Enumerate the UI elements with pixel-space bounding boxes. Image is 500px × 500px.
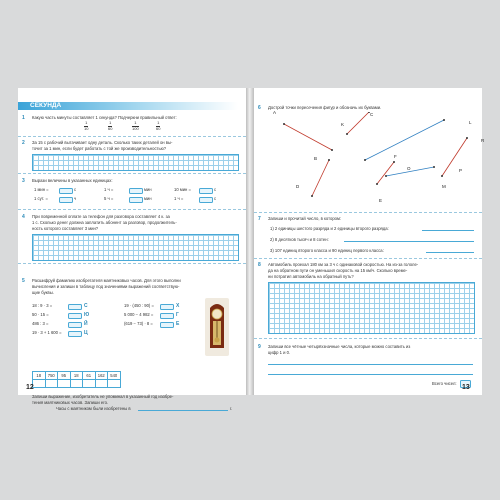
fraction-option[interactable] <box>108 121 112 131</box>
task-6-number: 6 <box>258 105 261 111</box>
task-4-number: 4 <box>22 214 25 220</box>
task-2-line-1: За 15 с рабочий вытачивает одну деталь. Сколько таких деталей он вы- <box>32 140 173 145</box>
divider <box>254 258 482 259</box>
right-page <box>254 88 485 395</box>
left-page <box>18 88 246 411</box>
conversion-unit: с <box>214 196 217 201</box>
conversion-answer-box[interactable] <box>199 188 213 194</box>
conversion-expression: 1 ч = <box>104 187 114 192</box>
table-letter-cell[interactable] <box>95 380 108 388</box>
left-page-number: 12 <box>26 384 34 391</box>
divider <box>18 209 246 210</box>
expression-answer-box[interactable] <box>160 313 174 319</box>
book-gutter <box>246 88 254 395</box>
conversion-unit: мин <box>144 187 152 192</box>
conversion-answer-box[interactable] <box>199 197 213 203</box>
section-title: СЕКУНДА <box>30 102 62 109</box>
answer-line-7-3[interactable] <box>426 252 474 253</box>
task-3-number: 3 <box>22 178 25 184</box>
task-8-line-1: Автомобиль проехал 180 км за 3 ч с одинаковой скоростью. На из-за гололе- <box>268 262 419 267</box>
conversion-expression: 10 мин = <box>174 187 191 192</box>
task-2-number: 2 <box>22 140 25 146</box>
divider <box>18 173 246 174</box>
point-label: O <box>407 166 411 171</box>
expression-answer-box[interactable] <box>160 304 174 310</box>
point-label: P <box>459 168 463 173</box>
expression-answer-box[interactable] <box>160 322 174 328</box>
year-unit: г. <box>230 406 233 411</box>
conversion-expression: 1 ч = <box>174 196 184 201</box>
conversion-expression: 5 ч = <box>104 196 114 201</box>
task-8-line-2: да на обратном пути он уменьшил скорость на 15 км/ч. Сколько време- <box>268 268 408 273</box>
year-answer-line[interactable] <box>138 410 228 411</box>
conversion-expression: 1 сут. = <box>34 196 48 201</box>
task-8-number: 8 <box>258 262 261 268</box>
task-5-line-2: вычисления и запиши в таблицу под значениями выражений соответствую- <box>32 284 180 289</box>
expression-answer-box[interactable] <box>68 304 82 310</box>
answer-line-7-1[interactable] <box>422 230 474 231</box>
point-label: L <box>469 120 472 125</box>
footer-line-2: тения маятниковых часов. Запиши его. <box>32 400 109 405</box>
expression: 50 · 15 = <box>32 312 49 317</box>
total-count-label: Всего чисел: <box>432 381 457 386</box>
task-5-line-1: Расшифруй фамилию изобретателя маятниковых часов. Для этого выполни <box>32 278 181 283</box>
table-letter-cell[interactable] <box>45 380 58 388</box>
right-page-number: 13 <box>462 384 470 391</box>
point-label: R <box>481 138 485 143</box>
expression-letter: Е <box>176 320 180 327</box>
fraction-denominator: 60 <box>108 125 113 131</box>
task-3-text: Вырази величины в указанных единицах: <box>32 178 113 183</box>
table-letter-cell[interactable] <box>58 380 71 388</box>
expression-letter: Х <box>176 302 180 309</box>
fraction-denominator: 100 <box>132 125 139 131</box>
task-4-line-3: ность которого составляет 3 мин? <box>32 226 99 231</box>
task-5-line-3: щие буквы. <box>32 290 54 295</box>
conversion-expression: 1 мин = <box>34 187 49 192</box>
table-value-cell: 18 <box>33 372 46 380</box>
task-4-line-2: 1 с. Сколько денег должна заплатить абонент за разговор, продолжитель- <box>32 220 177 225</box>
geometry-figure <box>274 112 479 212</box>
table-letter-cell[interactable] <box>83 380 96 388</box>
expression: 19 · 3 + 1 600 = <box>32 330 62 335</box>
task-9-line-1: Запиши все чётные четырёхзначные числа, которые можно составить из <box>268 344 411 349</box>
task-7-item-1: 1) 2 единицы шестого разряда и 2 единицы второго разряда: <box>270 226 389 231</box>
expression-answer-box[interactable] <box>68 322 82 328</box>
task-7-item-2: 2) 8 десятков тысяч и 8 сотен: <box>270 237 329 242</box>
expression-letter: Й <box>84 320 88 327</box>
task-1-text: Какую часть минуты составляет 1 секунда? Подчеркни правильный ответ: <box>32 115 177 120</box>
fraction-numerator: 1 <box>157 120 160 125</box>
task-8-line-3: ни потратил автомобиль на обратный путь? <box>268 274 354 279</box>
table-value-cell: 540 <box>108 372 121 380</box>
conversion-unit: ч <box>74 196 77 201</box>
footer-line-3: Часы с маятником были изобретены в <box>56 406 131 411</box>
point-label: D <box>296 184 300 189</box>
task-7-item-3: 3) 107 единиц второго класса и 90 единиц первого класса: <box>270 248 384 253</box>
expression-letter: Г <box>176 311 179 318</box>
expression-answer-box[interactable] <box>68 313 82 319</box>
table-value-cell: 18 <box>70 372 83 380</box>
answer-line-9-1[interactable] <box>268 364 473 365</box>
expression-answer-box[interactable] <box>68 331 82 337</box>
conversion-unit: мин <box>144 196 152 201</box>
fraction-option[interactable] <box>156 121 160 131</box>
expression: (619 − 73) · 8 = <box>124 321 153 326</box>
expression: 18 : 9 · 3 = <box>32 303 53 308</box>
answer-line-9-2[interactable] <box>268 374 473 375</box>
point-label: F <box>394 154 397 159</box>
task-1-number: 1 <box>22 115 25 121</box>
conversion-answer-box[interactable] <box>129 188 143 194</box>
divider <box>18 263 246 264</box>
point-label: K <box>341 122 345 127</box>
fraction-option[interactable] <box>84 121 88 131</box>
task-7-text: Запиши и прочитай число, в котором: <box>268 216 342 221</box>
conversion-unit: с <box>74 187 77 192</box>
conversion-unit: с <box>214 187 217 192</box>
task-6-text: Дострой точки пересечения фигур и обозначь их буквами. <box>268 105 382 110</box>
answer-line-7-2[interactable] <box>344 241 474 242</box>
task-5-number: 5 <box>22 278 25 284</box>
expression-letter: С <box>84 302 88 309</box>
footer-line-1: Запиши выражение, изобретатель не упоминал в указанный год изобре- <box>32 394 174 399</box>
point-label: B <box>314 156 318 161</box>
conversion-answer-box[interactable] <box>129 197 143 203</box>
answer-grid-task-2[interactable] <box>32 154 239 171</box>
task-9-line-2: цифр 1 и 0. <box>268 350 291 355</box>
fraction-numerator: 1 <box>109 120 112 125</box>
table-letter-cell[interactable] <box>70 380 83 388</box>
point-label: M <box>442 184 446 189</box>
table-value-cell: 162 <box>95 372 108 380</box>
task-4-line-1: При повременной оплате за телефон для разговора составляет 4 к. за <box>32 214 170 219</box>
divider <box>254 212 482 213</box>
point-label: A <box>273 110 277 115</box>
table-letter-cell[interactable] <box>108 380 121 388</box>
fraction-numerator: 1 <box>132 121 139 127</box>
conversion-answer-box[interactable] <box>59 197 73 203</box>
task-9-number: 9 <box>258 344 261 350</box>
divider <box>18 136 246 137</box>
table-value-cell: 750 <box>45 372 58 380</box>
table-value-cell: 95 <box>58 372 71 380</box>
pendulum-clock-image <box>202 298 232 356</box>
fraction-numerator: 1 <box>85 120 88 125</box>
expression-letter: Ю <box>84 311 90 318</box>
point-label: E <box>379 198 383 203</box>
fraction-denominator: 60 <box>156 125 161 131</box>
answer-grid-task-8[interactable] <box>268 282 475 334</box>
expression-letter: Ц <box>84 329 88 336</box>
conversion-answer-box[interactable] <box>59 188 73 194</box>
answer-table <box>32 371 121 388</box>
fraction-option[interactable] <box>132 121 139 131</box>
divider <box>254 338 482 339</box>
expression: 486 : 3 = <box>32 321 49 326</box>
task-7-number: 7 <box>258 216 261 222</box>
expression: 19 · (450 : 90) = <box>124 303 154 308</box>
answer-grid-task-4[interactable] <box>32 234 239 261</box>
table-letter-cell[interactable] <box>33 380 46 388</box>
task-2-line-2: точит за 1 мин, если будет работать с той же производительностью? <box>32 146 167 151</box>
expression: 5 000 − 4 982 = <box>124 312 154 317</box>
point-label: C <box>370 112 374 117</box>
table-value-cell: 61 <box>83 372 96 380</box>
fraction-denominator: 10 <box>84 125 89 131</box>
